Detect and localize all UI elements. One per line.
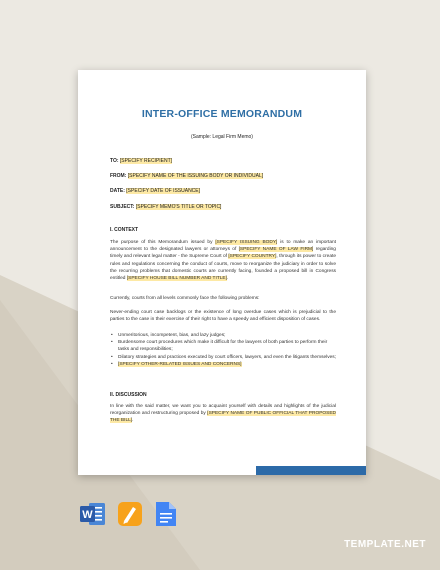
list-item: • Dilatory strategies and practices executed by court officers, lawyers, and even the litigants themselves; (110, 354, 336, 361)
pages-icon[interactable] (118, 500, 142, 528)
p1-text-e: regarding timely and relevant legal matter - the Supreme Court of (110, 247, 336, 260)
p1-placeholder-law-firm: [SPECIFY NAME OF LAW FIRM] (238, 247, 314, 253)
subject-label: SUBJECT: (110, 204, 135, 210)
section-context-heading: I. CONTEXT (110, 227, 139, 233)
p4-placeholder-official: [SPECIFY NAME OF PUBLIC OFFICIAL THAT PROPOSED THE BILL] (110, 411, 336, 424)
word-icon[interactable] (80, 500, 106, 528)
to-line (110, 158, 172, 164)
from-label: FROM: (110, 173, 127, 179)
from-line (110, 173, 263, 179)
list-item (110, 361, 336, 368)
brand-logo: TEMPLATE.NET (344, 539, 426, 550)
context-paragraph (110, 239, 336, 282)
p1-text-c: is to make an important announcement to the designated lawyers or attorneys of (110, 240, 337, 253)
backlog-paragraph: Never-ending court case backlogs or the existence of long overdue cases which is prejudicial to the parties to the case in their exercise of their right to have a speedy and efficient disposition of cases. (110, 310, 336, 323)
document-subtitle: (Sample: Legal Firm Memo) (191, 134, 253, 140)
p1-placeholder-country: [SPECIFY COUNTRY] (228, 254, 277, 260)
p4-text-a: In line with the said matter, we want you to acquaint yourself with details and highlights of the judicial reorganization and restructuring proposed by (110, 404, 336, 417)
subject-value: [SPECIFY MEMO'S TITLE OR TOPIC] (135, 204, 222, 210)
google-docs-icon[interactable] (156, 500, 176, 528)
list-item: • Unmeritorious, incompetent, bias, and lazy judges; (110, 332, 336, 339)
from-value: [SPECIFY NAME OF THE ISSUING BODY OR INDIVIDUAL] (127, 173, 264, 179)
p1-placeholder-issuing-body: [SPECIFY ISSUING BODY] (215, 240, 278, 245)
p4-text-c: . (132, 418, 134, 424)
discussion-paragraph (110, 403, 336, 425)
list-item-placeholder: [SPECIFY OTHER-RELATED ISSUES AND CONCERNS] (118, 361, 242, 367)
problems-list (110, 332, 336, 368)
subject-line (110, 204, 221, 210)
to-label: TO: (110, 158, 119, 164)
p1-placeholder-house-bill: [SPECIFY HOUSE BILL NUMBER AND TITLE] (126, 276, 227, 282)
p1-text-g: , through its power to create rules and regulations concerning the conduct of courts, move to reorganize the judiciary in order to solve the recurring problems that domestic courts are currently facing, founded a proposed bill in Congress entitled (110, 254, 336, 282)
document-page (78, 70, 366, 475)
svg-text:W: W (82, 509, 93, 521)
footer-accent-bar (256, 466, 366, 475)
document-title: INTER-OFFICE MEMORANDUM (141, 108, 303, 120)
section-discussion-heading: II. DISCUSSION (110, 392, 147, 398)
date-value: [SPECIFY DATE OF ISSUANCE] (126, 188, 201, 194)
date-line (110, 188, 200, 194)
problems-intro: Currently, courts from all levels commonly face the following problems: (110, 296, 260, 301)
p1-text-a: The purpose of this Memorandum issued by (110, 240, 213, 245)
list-item: • Burdensome court procedures which make it difficult for the lawyers of both parties to perform their tasks and responsibilities; (110, 339, 336, 353)
date-label: DATE: (110, 188, 125, 194)
p1-text-i: . (226, 276, 229, 282)
to-value: [SPECIFY RECIPIENT] (119, 158, 173, 164)
